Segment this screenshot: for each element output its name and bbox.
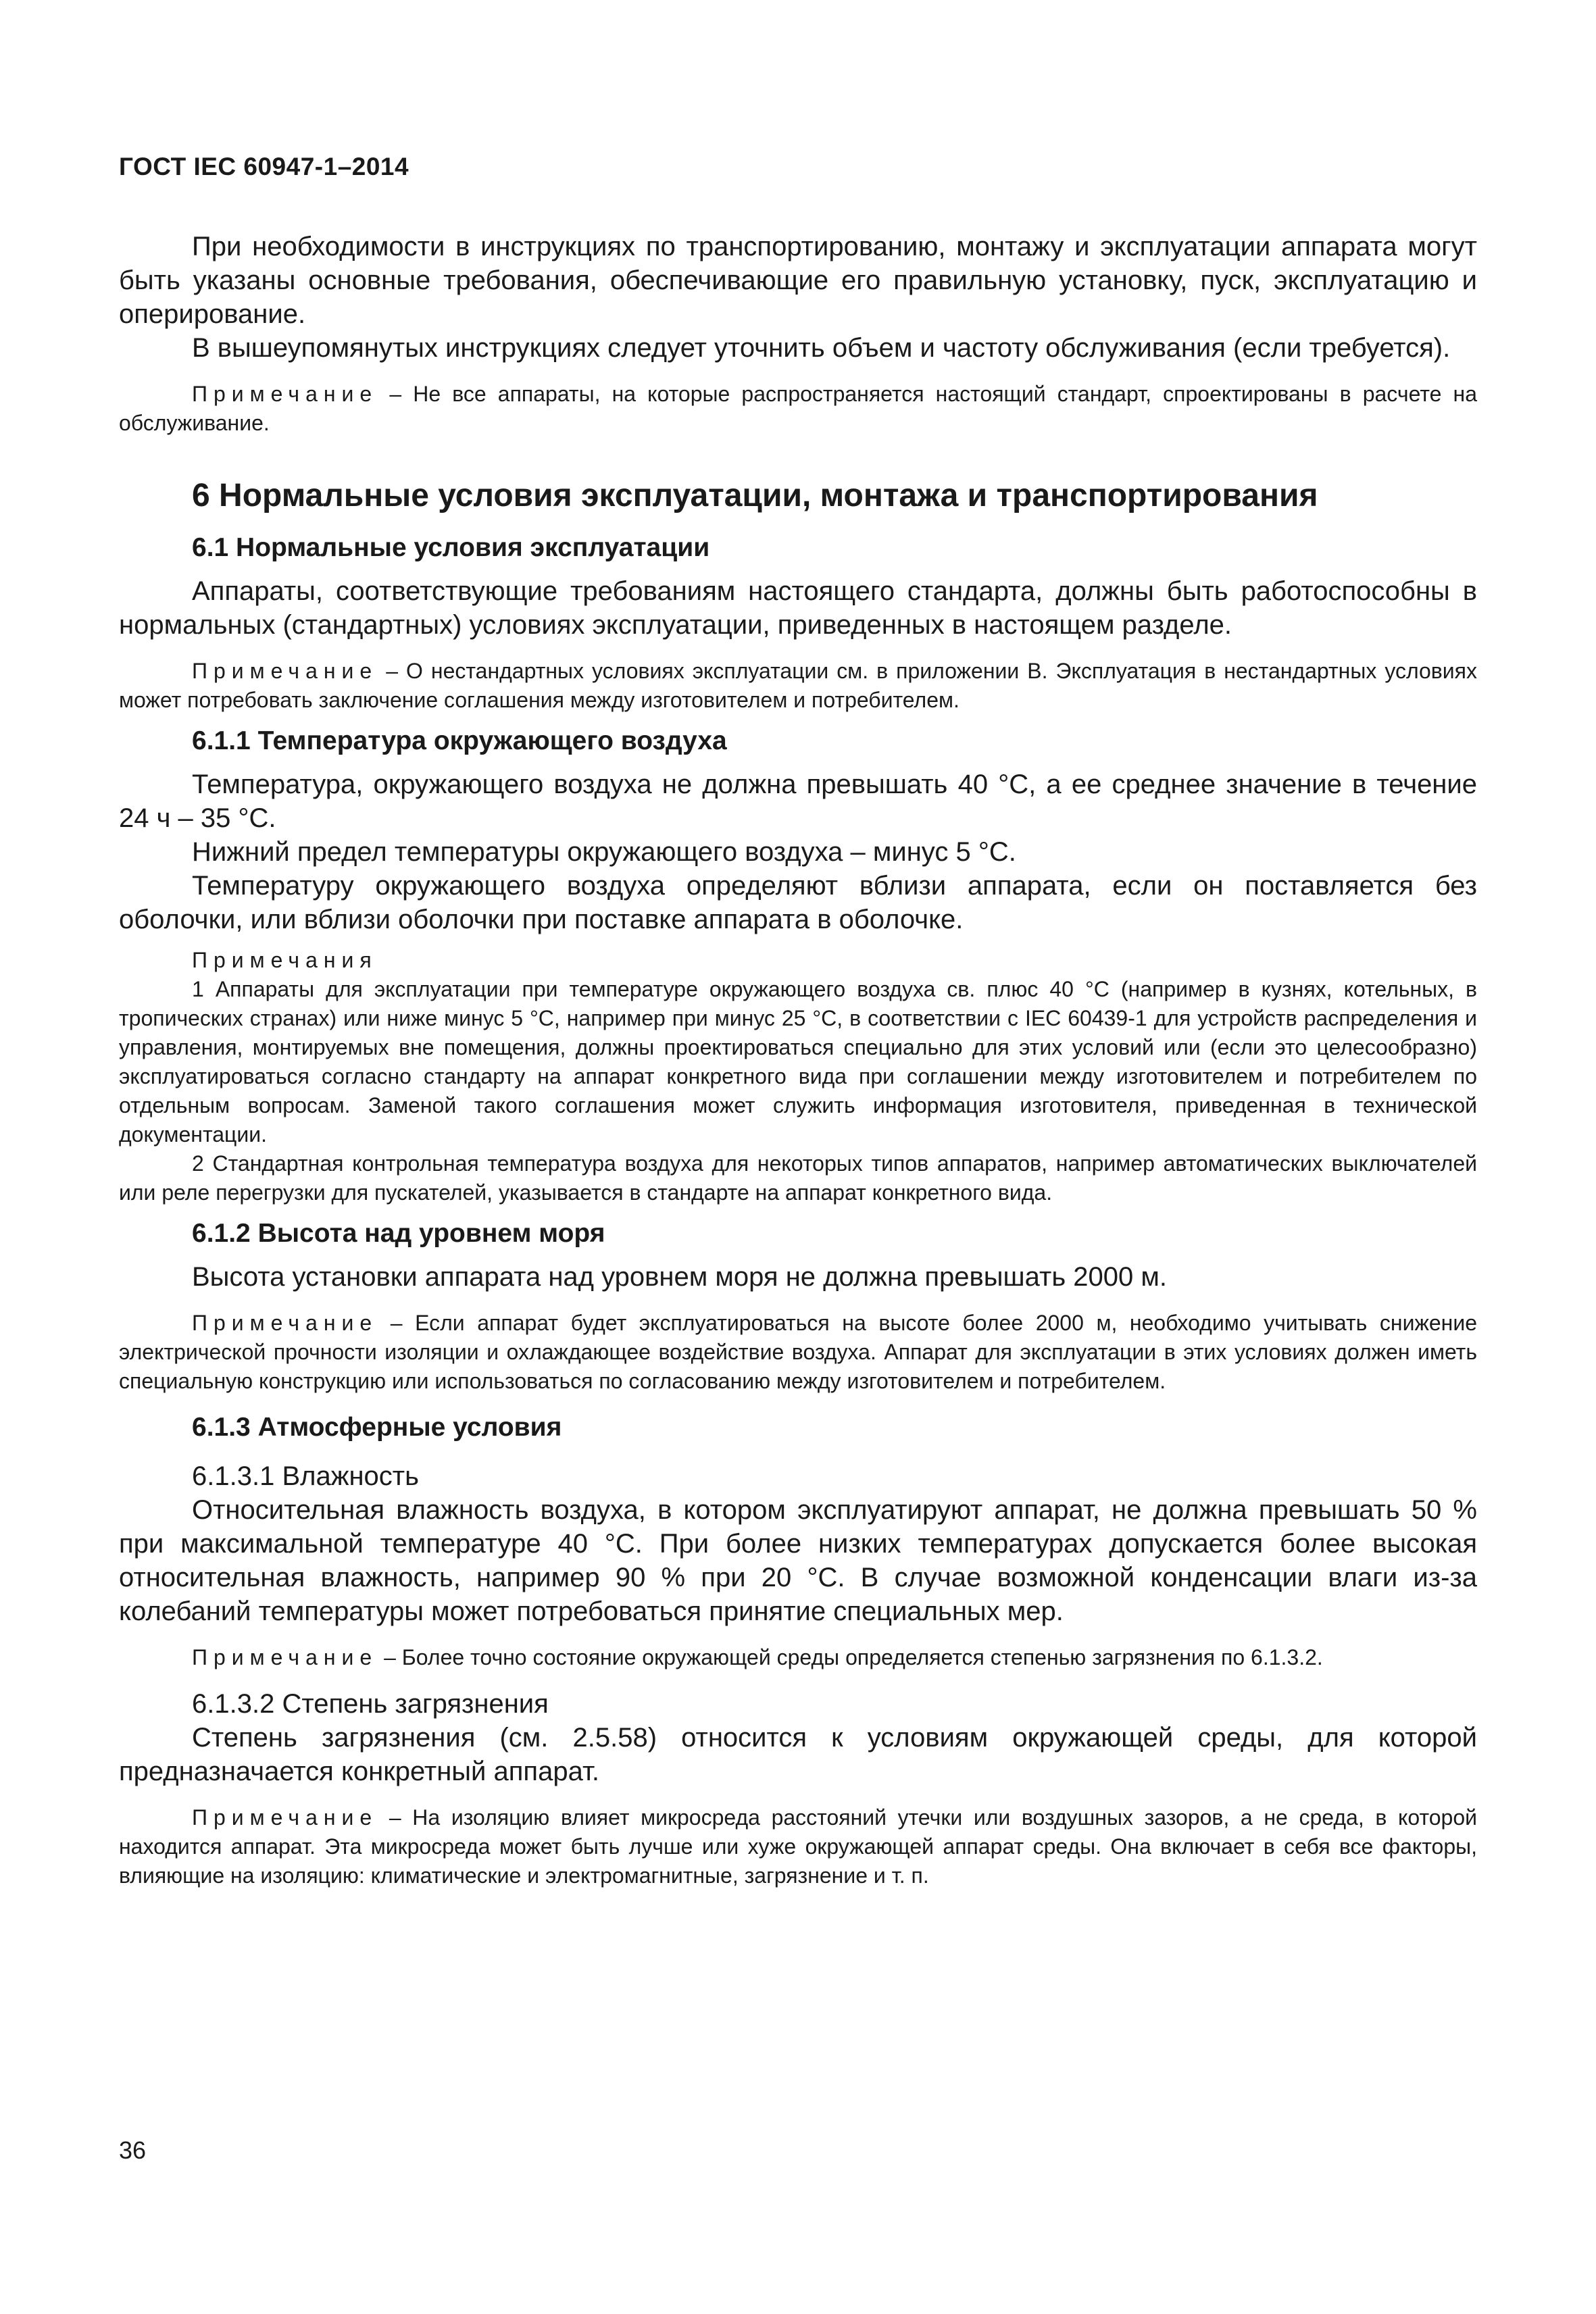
section-6-1-note (119, 657, 1477, 715)
intro-note (119, 380, 1477, 438)
section-6-1-1-notes-label: Примечания (192, 948, 378, 972)
section-6-title: 6 Нормальные условия эксплуатации, монтажа и транспортирования (192, 478, 1318, 513)
section-6-1-1-note-1: 1 Аппараты для эксплуатации при температуре окружающего воздуха св. плюс 40 °С (например в кузнях, котельных, в тропических странах) или ниже минус 5 °С, например при минус 25 °С, в соответствии с IEC 60439-1 для устройств распределения и управления, монтируемых вне помещения, должны проектироваться специально для этих условий или (если это целесообразно) эксплуатироваться согласно стандарту на аппарат конкретного вида при соглашении между изготовителем и потребителем по отдельным вопросам. Заменой такого соглашения может служить информация изготовителя, приведенная в технической документации. (119, 977, 1477, 1147)
note-text: – Не все аппараты, на которые распространяется настоящий стандарт, спроектированы в расчете на обслуживание. (119, 382, 1477, 435)
intro-paragraph-1: При необходимости в инструкциях по транспортированию, монтажу и эксплуатации аппарата могут быть указаны основные требования, обеспечивающие его правильную установку, пуск, эксплуатацию и оперирование. (119, 232, 1477, 329)
note-text: – На изоляцию влияет микросреда расстояний утечки или воздушных зазоров, а не среда, в которой находится аппарат. Эта микросреда может быть лучше или хуже окружающей аппарат среды. Она включает в себя все факторы, влияющие на изоляцию: климатические и электромагнитные, загрязнение и т. п. (119, 1805, 1477, 1888)
section-6-1-3-1-title: 6.1.3.1 Влажность (192, 1461, 419, 1491)
section-6-1-3-2-note (119, 1803, 1477, 1890)
note-text: – Если аппарат будет эксплуатироваться на высоте более 2000 м, необходимо учитывать снижение электрической прочности изоляции и охлаждающее воздействие воздуха. Аппарат для эксплуатации в этих условиях должен иметь специальную конструкцию или использоваться по согласованию между изготовителем и потребителем. (119, 1311, 1477, 1393)
note-text: – Более точно состояние окружающей среды определяется степенью загрязнения по 6.1.3.2. (378, 1645, 1323, 1669)
section-6-1-paragraph: Аппараты, соответствующие требованиям настоящего стандарта, должны быть работоспособны в нормальных (стандартных) условиях эксплуатации, приведенных в настоящем разделе. (119, 576, 1477, 640)
section-6-1-1-title: 6.1.1 Температура окружающего воздуха (192, 726, 727, 755)
note-label: Примечание (192, 382, 378, 406)
page-body (119, 230, 1477, 1890)
section-6-1-3-2-title: 6.1.3.2 Степень загрязнения (192, 1689, 549, 1719)
section-6-1-3-title: 6.1.3 Атмосферные условия (192, 1413, 562, 1442)
section-6-1-1-note-2: 2 Стандартная контрольная температура воздуха для некоторых типов аппаратов, например автоматических выключателей или реле перегрузки для пускателей, указывается в стандарте на аппарат конкретного вида. (119, 1151, 1477, 1205)
document-header: ГОСТ IEC 60947-1–2014 (119, 153, 409, 180)
note-text: – О нестандартных условиях эксплуатации см. в приложении В. Эксплуатация в нестандартных условиях может потребовать заключение соглашения между изготовителем и потребителем. (119, 659, 1477, 712)
section-6-1-3-2-paragraph: Степень загрязнения (см. 2.5.58) относится к условиям окружающей среды, для которой предназначается конкретный аппарат. (119, 1723, 1477, 1786)
section-6-1-3-1-paragraph: Относительная влажность воздуха, в котором эксплуатируют аппарат, не должна превышать 50 % при максимальной температуре 40 °С. При более низких температурах допускается более высокая относительная влажность, например 90 % при 20 °С. В случае возможной конденсации влаги из-за колебаний температуры может потребоваться принятие специальных мер. (119, 1495, 1477, 1626)
section-6-1-2-note (119, 1309, 1477, 1396)
intro-paragraph-2: В вышеупомянутых инструкциях следует уточнить объем и частоту обслуживания (если требуется). (192, 333, 1451, 363)
note-label: Примечание (192, 1645, 378, 1669)
section-6-1-3-1-note (119, 1643, 1477, 1672)
section-6-1-2-paragraph: Высота установки аппарата над уровнем моря не должна превышать 2000 м. (192, 1262, 1167, 1292)
section-6-1-1-paragraph-1: Температура, окружающего воздуха не должна превышать 40 °С, а ее среднее значение в течение 24 ч – 35 °С. (119, 770, 1477, 833)
section-6-1-title: 6.1 Нормальные условия эксплуатации (192, 533, 710, 562)
section-6-1-1-paragraph-3: Температуру окружающего воздуха определяют вблизи аппарата, если он поставляется без оболочки, или вблизи оболочки при поставке аппарата в оболочке. (119, 871, 1477, 934)
note-label: Примечание (192, 659, 378, 683)
section-6-1-1-paragraph-2: Нижний предел температуры окружающего воздуха – минус 5 °С. (192, 837, 1016, 867)
note-label: Примечание (192, 1311, 378, 1335)
section-6-1-2-title: 6.1.2 Высота над уровнем моря (192, 1219, 605, 1248)
note-label: Примечание (192, 1805, 378, 1830)
page-number: 36 (119, 2136, 147, 2164)
